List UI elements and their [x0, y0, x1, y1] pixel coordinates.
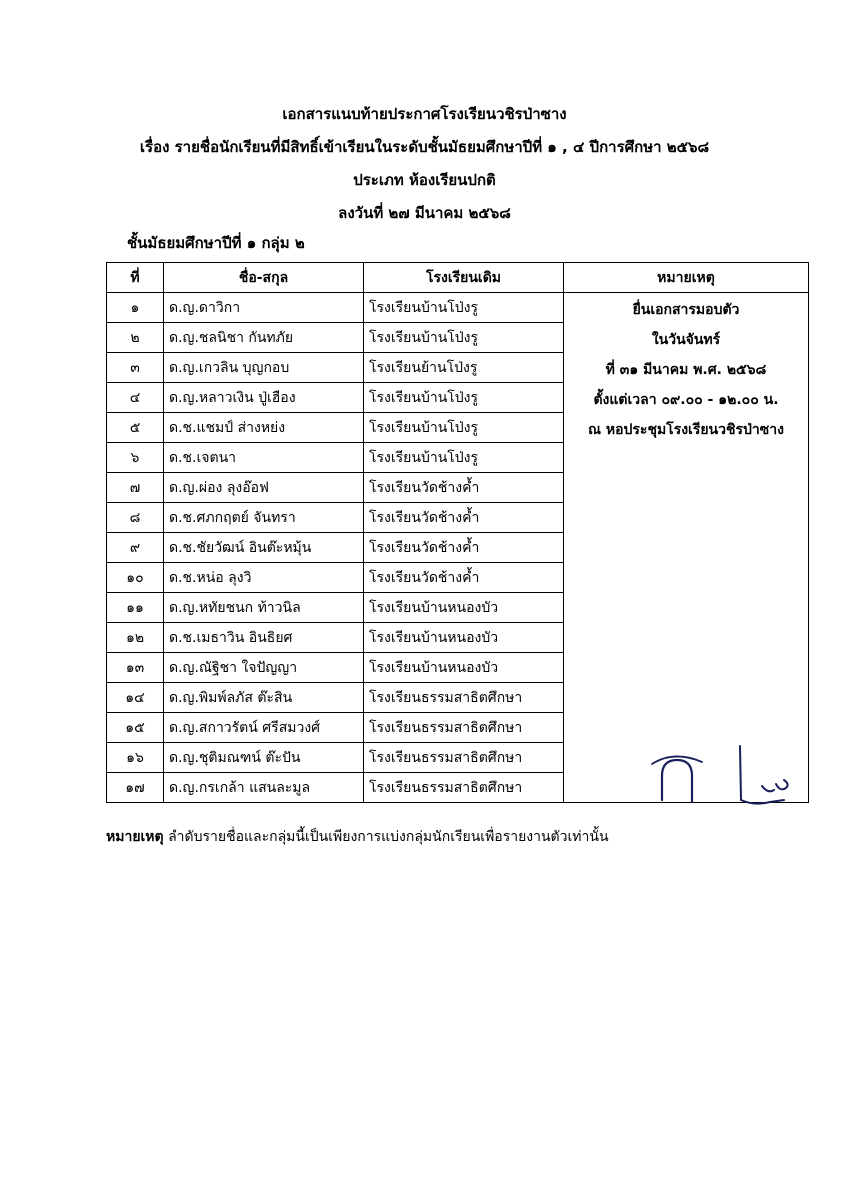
remark-line: ตั้งแต่เวลา ๐๙.๐๐ - ๑๒.๐๐ น. [593, 392, 779, 408]
row-number: ๕ [107, 413, 164, 443]
class-group-heading: ชั้นมัธยมศึกษาปีที่ ๑ กลุ่ม ๒ [127, 234, 305, 252]
row-number: ๙ [107, 533, 164, 563]
signature-left [662, 760, 692, 802]
student-name: ด.ญ.ชุติมณฑน์ ต๊ะปัน [164, 743, 364, 773]
previous-school: โรงเรียนบ้านหนองบัว [364, 623, 564, 653]
column-header-number: ที่ [107, 263, 164, 293]
document-header [0, 98, 849, 230]
row-number: ๖ [107, 443, 164, 473]
column-header-school: โรงเรียนเดิม [364, 263, 564, 293]
row-number: ๑๑ [107, 593, 164, 623]
remark-line: ยื่นเอกสารมอบตัว [632, 302, 740, 318]
row-number: ๗ [107, 473, 164, 503]
row-number: ๑๗ [107, 773, 164, 803]
previous-school: โรงเรียนบ้านโป่งรู [364, 383, 564, 413]
remark-line: ที่ ๓๑ มีนาคม พ.ศ. ๒๕๖๘ [605, 362, 767, 378]
student-roster-table [106, 262, 809, 803]
student-name: ด.ญ.พิมพ์ลภัส ต๊ะสิน [164, 683, 364, 713]
previous-school: โรงเรียนบ้านโป่งรู [364, 413, 564, 443]
previous-school: โรงเรียนธรรมสาธิตศึกษา [364, 773, 564, 803]
column-header-name: ชื่อ-สกุล [164, 263, 364, 293]
student-name: ด.ช.หน่อ ลุงวิ [164, 563, 364, 593]
student-name: ด.ช.ชัยวัฒน์ อินต๊ะหมุ้น [164, 533, 364, 563]
student-name: ด.ญ.ผ่อง ลุงอ๊อฟ [164, 473, 364, 503]
student-name: ด.ช.ศภกฤตย์ จันทรา [164, 503, 364, 533]
student-name: ด.ช.เจตนา [164, 443, 364, 473]
row-number: ๔ [107, 383, 164, 413]
header-date: ลงวันที่ ๒๗ มีนาคม ๒๕๖๘ [338, 204, 511, 222]
previous-school: โรงเรียนย้านโป่งรู [364, 353, 564, 383]
footnote [106, 826, 609, 848]
table-header-row [107, 263, 809, 293]
row-number: ๑ [107, 293, 164, 323]
row-number: ๑๔ [107, 683, 164, 713]
previous-school: โรงเรียนบ้านโป่งรู [364, 293, 564, 323]
row-number: ๑๖ [107, 743, 164, 773]
row-number: ๑๓ [107, 653, 164, 683]
header-category: ประเภท ห้องเรียนปกติ [353, 171, 496, 189]
previous-school: โรงเรียนธรรมสาธิตศึกษา [364, 713, 564, 743]
row-number: ๑๐ [107, 563, 164, 593]
student-name: ด.ญ.หทัยชนก ท้าวนิล [164, 593, 364, 623]
row-number: ๘ [107, 503, 164, 533]
footnote-text: ลำดับรายชื่อและกลุ่มนี้เป็นเพียงการแบ่งกลุ่มนักเรียนเพื่อรายงานตัวเท่านั้น [163, 829, 609, 845]
previous-school: โรงเรียนบ้านโป่งรู [364, 443, 564, 473]
row-number: ๓ [107, 353, 164, 383]
student-name: ด.ญ.หลาวเงิน ปู่เฮือง [164, 383, 364, 413]
student-name: ด.ช.เมธาวิน อินธิยศ [164, 623, 364, 653]
previous-school: โรงเรียนวัดช้างค้ำ [364, 503, 564, 533]
row-number: ๑๕ [107, 713, 164, 743]
header-title: เอกสารแนบท้ายประกาศโรงเรียนวชิรป่าซาง [282, 105, 567, 123]
student-name: ด.ช.แชมป์ ส่างหย่ง [164, 413, 364, 443]
student-name: ด.ญ.ณัฐิชา ใจปัญญา [164, 653, 364, 683]
footnote-label: หมายเหตุ [106, 829, 164, 845]
handwritten-signatures [650, 740, 810, 810]
previous-school: โรงเรียนบ้านหนองบัว [364, 593, 564, 623]
remark-cell [564, 293, 809, 803]
previous-school: โรงเรียนวัดช้างค้ำ [364, 563, 564, 593]
remark-line: ณ หอประชุมโรงเรียนวชิรป่าซาง [588, 422, 784, 438]
previous-school: โรงเรียนธรรมสาธิตศึกษา [364, 743, 564, 773]
student-name: ด.ญ.ดาวิกา [164, 293, 364, 323]
row-number: ๑๒ [107, 623, 164, 653]
header-subject: เรื่อง รายชื่อนักเรียนที่มีสิทธิ์เข้าเรียนในระดับชั้นมัธยมศึกษาปีที่ ๑ , ๔ ปีการศึกษา ๒๕๖๘ [139, 138, 710, 156]
remark-line: ในวันจันทร์ [651, 332, 721, 348]
student-name: ด.ญ.ชลนิชา กันทภัย [164, 323, 364, 353]
column-header-remark: หมายเหตุ [564, 263, 809, 293]
table-row [107, 293, 809, 323]
previous-school: โรงเรียนบ้านโป่งรู [364, 323, 564, 353]
previous-school: โรงเรียนวัดช้างค้ำ [364, 473, 564, 503]
signature-right [740, 746, 788, 804]
previous-school: โรงเรียนวัดช้างค้ำ [364, 533, 564, 563]
signature-marks [650, 740, 810, 810]
student-name: ด.ญ.สกาวรัตน์ ศรีสมวงศ์ [164, 713, 364, 743]
student-name: ด.ญ.กรเกล้า แสนละมูล [164, 773, 364, 803]
row-number: ๒ [107, 323, 164, 353]
student-name: ด.ญ.เกวลิน บุญกอบ [164, 353, 364, 383]
previous-school: โรงเรียนธรรมสาธิตศึกษา [364, 683, 564, 713]
previous-school: โรงเรียนบ้านหนองบัว [364, 653, 564, 683]
